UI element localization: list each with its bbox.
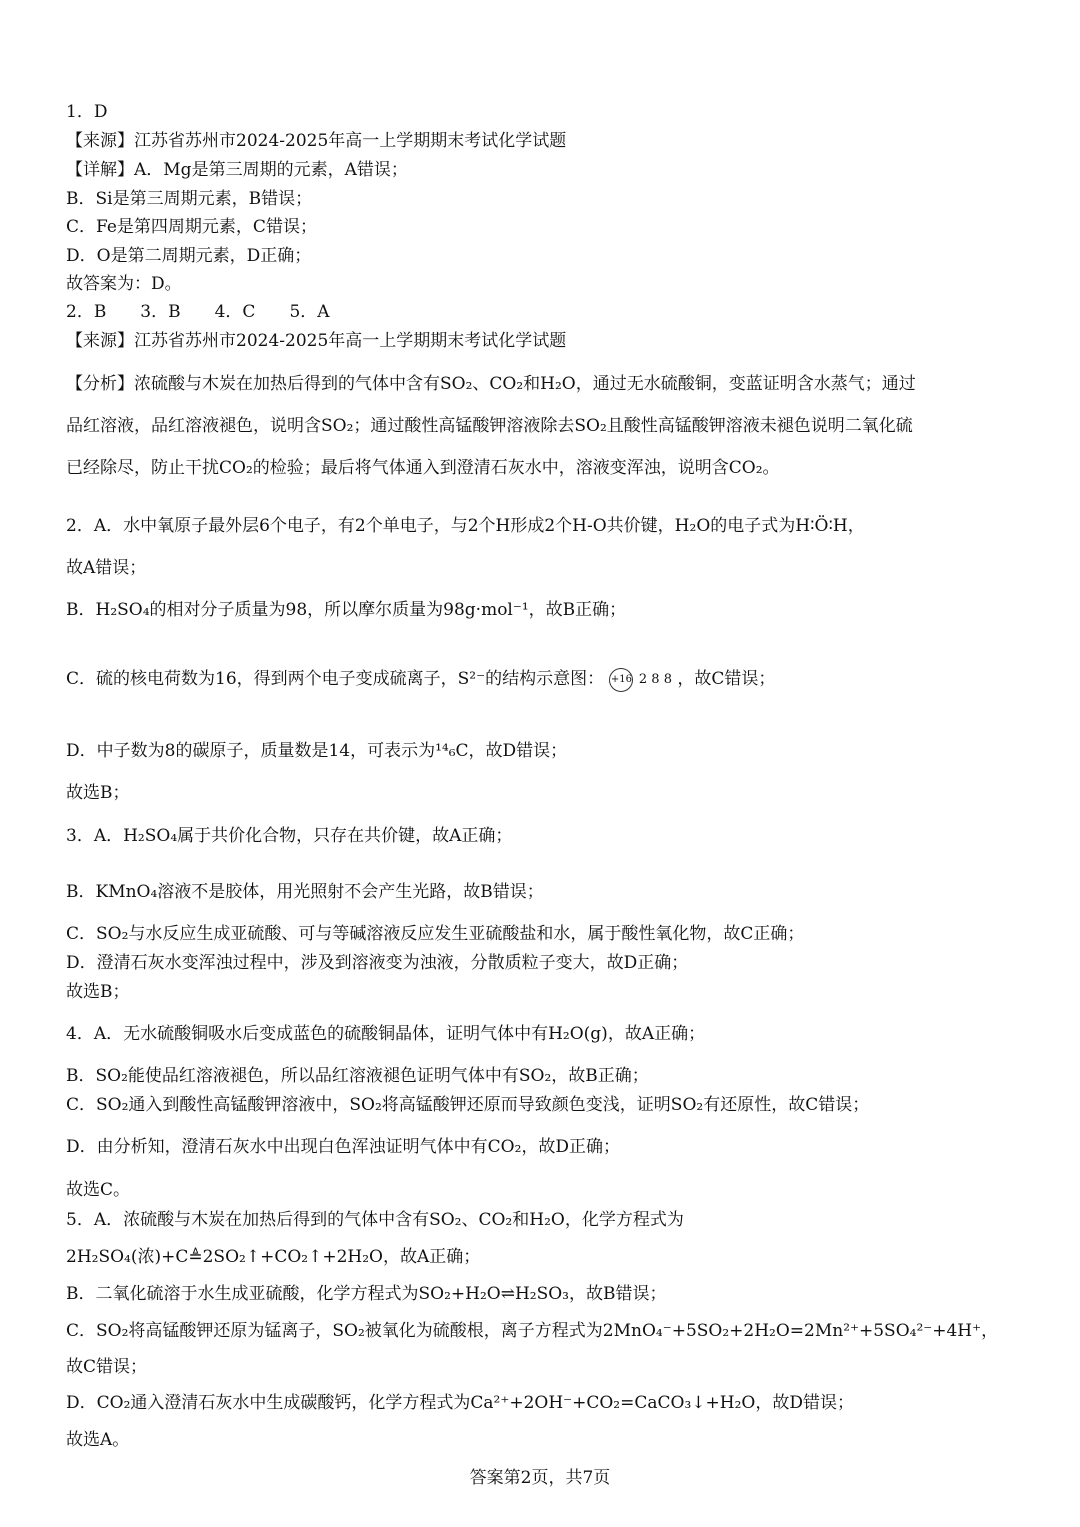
answer-line: D．由分析知，澄清石灰水中出现白色浑浊证明气体中有CO₂，故D正确； xyxy=(66,1137,621,1157)
answer-line: 故C错误； xyxy=(66,1357,148,1377)
structure-diagram-line xyxy=(66,664,775,692)
answer-line: C．SO₂将高锰酸钾还原为锰离子，SO₂被氧化为硫酸根，离子方程式为2MnO₄⁻+5SO₂+2H₂O=2Mn²⁺+5SO₄²⁻+4H⁺， xyxy=(66,1321,999,1341)
electron-shells: 2 8 8 xyxy=(638,672,672,687)
answer-line: 故选B； xyxy=(66,982,130,1002)
answer-line: 故答案为：D。 xyxy=(66,274,182,294)
answer-line: 3．A．H₂SO₄属于共价化合物，只存在共价键，故A正确； xyxy=(66,826,513,846)
answer-text: ，故C错误； xyxy=(677,669,776,689)
source-line: 【来源】江苏省苏州市2024-2025年高一上学期期末考试化学试题 xyxy=(66,331,567,351)
answer-line: 2．B 3．B 4．C 5．A xyxy=(66,302,330,322)
answer-line: 【详解】A．Mg是第三周期的元素，A错误； xyxy=(66,160,408,180)
answer-line: 故选B； xyxy=(66,783,130,803)
answer-line: B．H₂SO₄的相对分子质量为98，所以摩尔质量为98g·mol⁻¹，故B正确； xyxy=(66,600,627,620)
answer-line: B．Si是第三周期元素，B错误； xyxy=(66,189,313,209)
answer-line: B．二氧化硫溶于水生成亚硫酸，化学方程式为SO₂+H₂O⇌H₂SO₃，故B错误； xyxy=(66,1284,667,1304)
nucleus-circle: +16 xyxy=(609,668,633,692)
answer-line: 1．D xyxy=(66,102,108,122)
equation-line: 2H₂SO₄(浓)+C≜2SO₂↑+CO₂↑+2H₂O，故A正确； xyxy=(66,1247,481,1267)
answer-line: D．中子数为8的碳原子，质量数是14，可表示为¹⁴₆C，故D错误； xyxy=(66,741,568,761)
answer-line: 4．A．无水硫酸铜吸水后变成蓝色的硫酸铜晶体，证明气体中有H₂O(g)，故A正确； xyxy=(66,1024,706,1044)
answer-line: 故选A。 xyxy=(66,1430,130,1450)
answer-line: C．SO₂通入到酸性高锰酸钾溶液中，SO₂将高锰酸钾还原而导致颜色变浅，证明SO₂有还原性，故C错误； xyxy=(66,1095,870,1115)
answer-line: C．Fe是第四周期元素，C错误； xyxy=(66,217,317,237)
answer-line: B．KMnO₄溶液不是胶体，用光照射不会产生光路，故B错误； xyxy=(66,882,544,902)
answer-line: 5．A．浓硫酸与木炭在加热后得到的气体中含有SO₂、CO₂和H₂O，化学方程式为 xyxy=(66,1210,684,1230)
answer-line: D．O是第二周期元素，D正确； xyxy=(66,246,312,266)
answer-line: D．CO₂通入澄清石灰水中生成碳酸钙，化学方程式为Ca²⁺+2OH⁻+CO₂=CaCO₃↓+H₂O，故D错误； xyxy=(66,1393,854,1413)
answer-line: D．澄清石灰水变浑浊过程中，涉及到溶液变为浊液，分散质粒子变大，故D正确； xyxy=(66,953,689,973)
analysis-line: 品红溶液，品红溶液褪色，说明含SO₂；通过酸性高锰酸钾溶液除去SO₂且酸性高锰酸钾溶液未褪色说明二氧化硫 xyxy=(66,416,913,436)
answer-line: B．SO₂能使品红溶液褪色，所以品红溶液褪色证明气体中有SO₂，故B正确； xyxy=(66,1066,649,1086)
source-line: 【来源】江苏省苏州市2024-2025年高一上学期期末考试化学试题 xyxy=(66,131,567,151)
answer-line: 2．A．水中氧原子最外层6个电子，有2个单电子，与2个H形成2个H-O共价键，H₂O的电子式为H∶Ö∶H， xyxy=(66,516,865,536)
page-footer: 答案第2页，共7页 xyxy=(469,1468,611,1488)
answer-line: 故选C。 xyxy=(66,1180,131,1200)
analysis-line: 已经除尽，防止干扰CO₂的检验；最后将气体通入到澄清石灰水中，溶液变浑浊，说明含CO₂。 xyxy=(66,458,780,478)
answer-line: C．SO₂与水反应生成亚硫酸、可与等碱溶液反应发生亚硫酸盐和水，属于酸性氧化物，故C正确； xyxy=(66,924,805,944)
answer-line: 故A错误； xyxy=(66,558,147,578)
answer-text: C．硫的核电荷数为16，得到两个电子变成硫离子，S²⁻的结构示意图： xyxy=(66,669,605,689)
analysis-line: 【分析】浓硫酸与木炭在加热后得到的气体中含有SO₂、CO₂和H₂O，通过无水硫酸铜，变蓝证明含水蒸气；通过 xyxy=(66,374,916,394)
